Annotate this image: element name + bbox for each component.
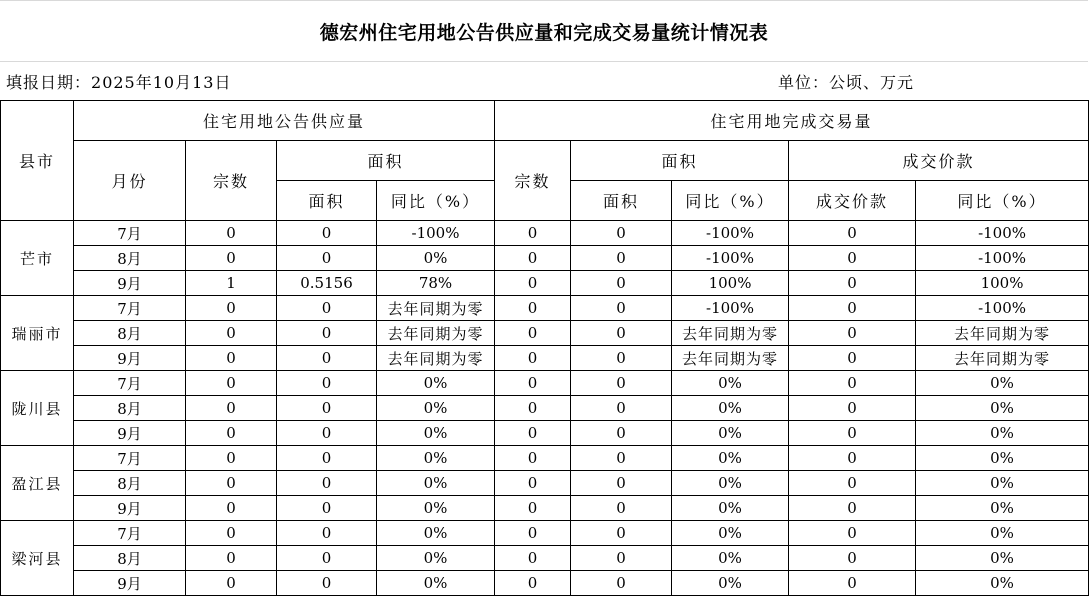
table-row [1,221,1089,246]
cell: 0 [571,321,672,346]
cell: 0% [916,521,1089,546]
cell: 0 [571,546,672,571]
cell: 0 [571,246,672,271]
cell: 0% [672,496,789,521]
table-row [1,246,1089,271]
cell: 0% [377,421,495,446]
cell: 0 [571,271,672,296]
cell: 0 [495,246,571,271]
statistics-table [0,100,1089,596]
cell: 0% [377,396,495,421]
cell: 0 [186,496,277,521]
cell: 0 [186,346,277,371]
cell: 0 [186,546,277,571]
cell: 9月 [74,496,186,521]
cell: 0 [495,421,571,446]
cell: 0 [571,446,672,471]
table-row [1,396,1089,421]
cell: 去年同期为零 [377,296,495,321]
cell: 7月 [74,371,186,396]
cell: -100% [916,296,1089,321]
meta-row [0,61,1088,100]
cell: -100% [916,246,1089,271]
cell: 9月 [74,421,186,446]
header-area: 面积 [277,181,377,221]
cell: 0 [277,421,377,446]
fill-date [6,70,231,93]
cell: 100% [916,271,1089,296]
table-row [1,446,1089,471]
cell: 8月 [74,321,186,346]
cell: 0 [495,471,571,496]
cell: 0 [186,321,277,346]
cell: 0 [495,546,571,571]
header-county: 县市 [1,101,74,221]
cell: 0 [495,446,571,471]
cell: 0 [277,396,377,421]
cell: 0 [186,571,277,596]
cell: 0 [571,421,672,446]
cell: 0 [495,571,571,596]
cell: 0 [789,221,916,246]
table-row [1,546,1089,571]
cell: 0% [377,496,495,521]
cell: 7月 [74,221,186,246]
cell: 0 [277,571,377,596]
cell: 0 [495,496,571,521]
cell: 0 [789,421,916,446]
cell: 0 [495,271,571,296]
county-name: 梁河县 [1,521,74,596]
header-price-group: 成交价款 [789,141,1089,181]
cell: 0% [377,571,495,596]
table-row [1,296,1089,321]
table-row [1,346,1089,371]
cell: 0 [277,471,377,496]
title-bar [0,0,1088,62]
cell: 0 [186,296,277,321]
header-area-group: 面积 [277,141,495,181]
header-count: 宗数 [186,141,277,221]
cell: 0% [377,471,495,496]
county-name: 芒市 [1,221,74,296]
table-row [1,421,1089,446]
cell: 0 [789,346,916,371]
table-row [1,271,1089,296]
cell: 0% [672,446,789,471]
cell: 7月 [74,446,186,471]
cell: 0 [495,296,571,321]
cell: 0 [186,246,277,271]
cell: 0 [277,546,377,571]
county-name: 陇川县 [1,371,74,446]
cell: 0 [571,346,672,371]
cell: 0% [672,421,789,446]
cell: 0% [672,571,789,596]
cell: 0 [571,221,672,246]
table-row [1,371,1089,396]
page-title: 德宏州住宅用地公告供应量和完成交易量统计情况表 [319,21,769,44]
cell: 0 [571,496,672,521]
cell: 0 [789,371,916,396]
cell: 0 [186,471,277,496]
cell: 0% [916,421,1089,446]
header-supply-group: 住宅用地公告供应量 [74,101,495,141]
table-row [1,521,1089,546]
cell: 0 [277,521,377,546]
cell: 0 [789,271,916,296]
cell: 0 [186,221,277,246]
fill-date-label: 填报日期： [6,73,92,92]
cell: 0 [789,446,916,471]
header-price-yoy: 同比（%） [916,181,1089,221]
unit-label: 单位：公顷、万元 [778,73,915,92]
cell: 0 [277,496,377,521]
cell: 0 [277,346,377,371]
cell: 0 [789,546,916,571]
cell: 0 [571,571,672,596]
cell: 9月 [74,346,186,371]
cell: 0 [277,371,377,396]
cell: 0 [277,296,377,321]
cell: -100% [672,246,789,271]
cell: 100% [672,271,789,296]
cell: 0% [672,521,789,546]
table-row [1,496,1089,521]
cell: 0% [916,496,1089,521]
cell: 0 [186,421,277,446]
cell: 7月 [74,521,186,546]
cell: -100% [672,296,789,321]
cell: 8月 [74,396,186,421]
cell: 0 [277,446,377,471]
cell: 0 [789,521,916,546]
cell: 0 [571,296,672,321]
cell: 7月 [74,296,186,321]
cell: 0 [186,396,277,421]
header-deal-count: 宗数 [495,141,571,221]
cell: -100% [916,221,1089,246]
cell: 0.5156 [277,271,377,296]
cell: 去年同期为零 [916,321,1089,346]
cell: 0% [672,371,789,396]
cell: 0% [916,546,1089,571]
cell: 0 [571,371,672,396]
cell: 0 [186,446,277,471]
cell: 0 [277,221,377,246]
cell: 去年同期为零 [916,346,1089,371]
cell: 去年同期为零 [377,346,495,371]
cell: 0 [495,346,571,371]
cell: 0 [495,371,571,396]
cell: 0% [916,471,1089,496]
cell: 9月 [74,271,186,296]
cell: 0 [571,521,672,546]
cell: 0 [789,571,916,596]
cell: 0 [789,321,916,346]
cell: 0% [916,396,1089,421]
cell: 0 [495,521,571,546]
table-row [1,471,1089,496]
cell: 0% [672,396,789,421]
cell: 0 [789,246,916,271]
county-name: 瑞丽市 [1,296,74,371]
cell: 0 [186,371,277,396]
cell: 0 [571,471,672,496]
table-row [1,321,1089,346]
cell: 0% [377,446,495,471]
cell: 0 [186,521,277,546]
cell: 1 [186,271,277,296]
cell: 0% [916,446,1089,471]
cell: 0% [672,471,789,496]
header-deal-area-group: 面积 [571,141,789,181]
cell: 0% [916,571,1089,596]
cell: 0 [571,396,672,421]
cell: 0 [495,396,571,421]
cell: 8月 [74,546,186,571]
cell: 0% [672,546,789,571]
cell: -100% [672,221,789,246]
cell: 0 [789,471,916,496]
cell: 0 [277,246,377,271]
fill-date-value: 2025年10月13日 [91,73,232,92]
cell: 0 [789,296,916,321]
table-body [1,221,1089,596]
cell: 78% [377,271,495,296]
header-deal-group: 住宅用地完成交易量 [495,101,1089,141]
cell: 0 [495,221,571,246]
cell: 0% [377,246,495,271]
cell: 0% [377,521,495,546]
cell: 0 [277,321,377,346]
table-row [1,571,1089,596]
header-deal-area: 面积 [571,181,672,221]
header-yoy: 同比（%） [377,181,495,221]
county-name: 盈江县 [1,446,74,521]
cell: 去年同期为零 [672,321,789,346]
cell: 9月 [74,571,186,596]
cell: 0% [916,371,1089,396]
cell: 8月 [74,471,186,496]
cell: 0% [377,546,495,571]
cell: 去年同期为零 [377,321,495,346]
cell: -100% [377,221,495,246]
cell: 去年同期为零 [672,346,789,371]
header-price: 成交价款 [789,181,916,221]
header-deal-yoy: 同比（%） [672,181,789,221]
cell: 0 [789,496,916,521]
cell: 8月 [74,246,186,271]
cell: 0 [789,396,916,421]
header-month: 月份 [74,141,186,221]
cell: 0 [495,321,571,346]
cell: 0% [377,371,495,396]
